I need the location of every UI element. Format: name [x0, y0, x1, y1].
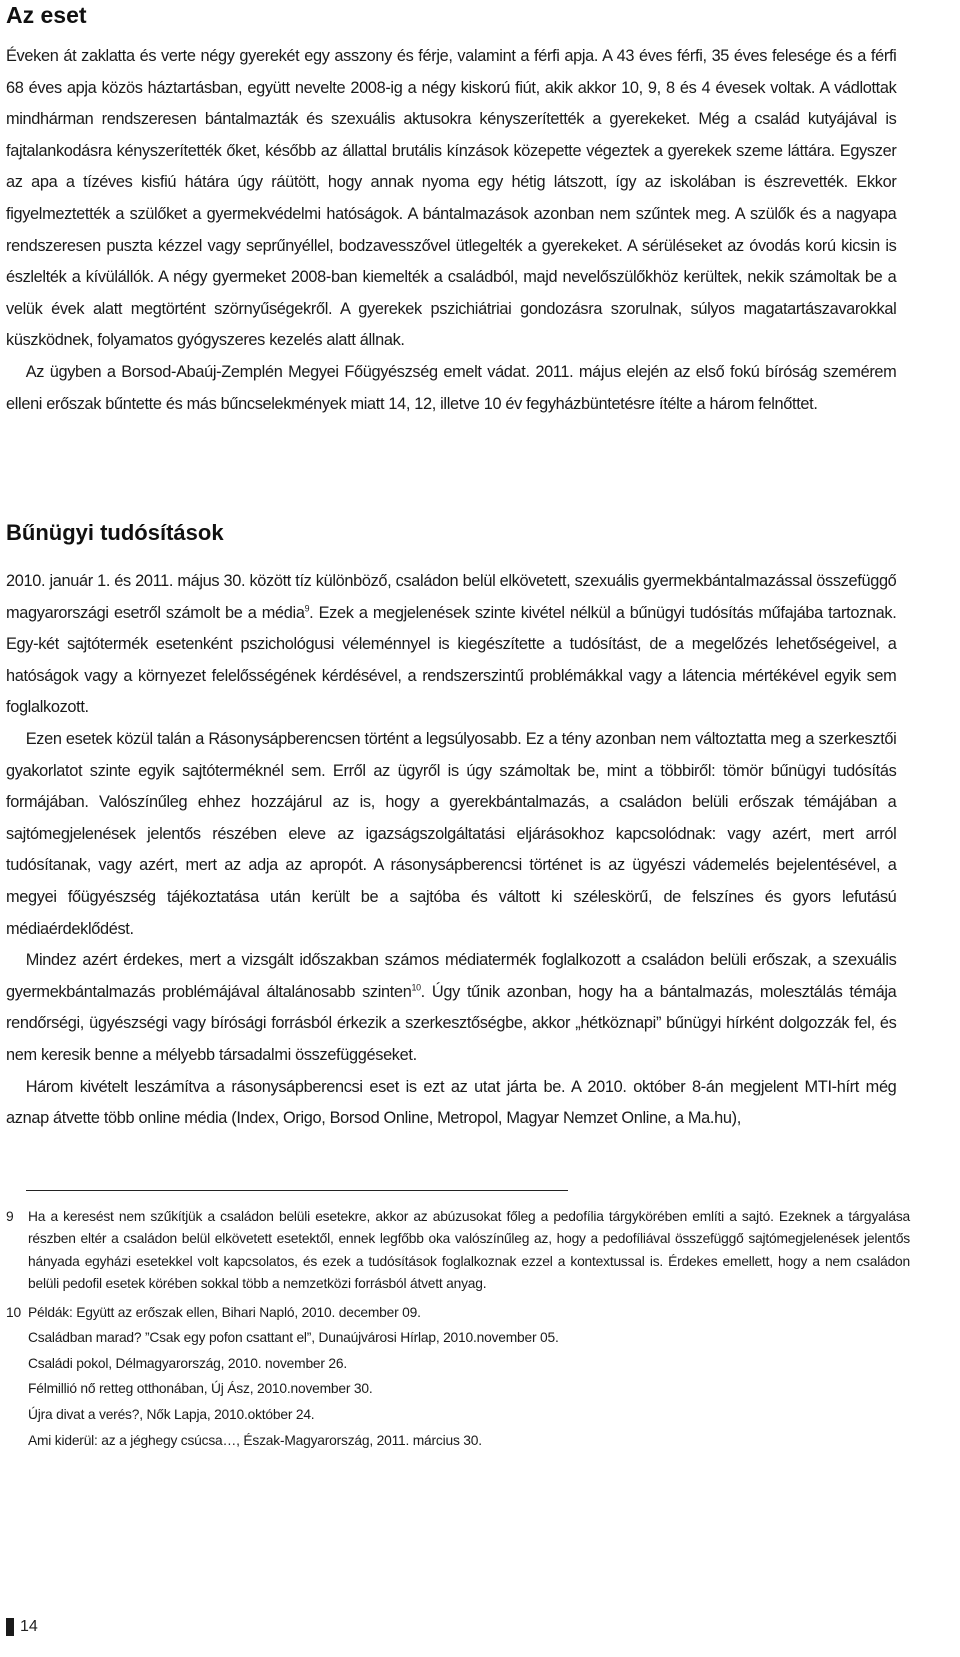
page-marker-block: [6, 1618, 14, 1636]
footnote-line: Példák: Együtt az erőszak ellen, Bihari Napló, 2010. december 09.: [28, 1304, 421, 1320]
section-heading-case: Az eset: [6, 2, 87, 28]
footnote-ref-10[interactable]: 10: [411, 982, 421, 993]
footnote-line: Családi pokol, Délmagyarország, 2010. november 26.: [28, 1355, 348, 1371]
section-heading-crime-reports: Bűnügyi tudósítások: [6, 520, 224, 545]
footnote-10: [6, 1302, 910, 1456]
reports-paragraph-1-text-a: 2010. január 1. és 2011. május 30. között tíz különböző, családon belül elkövetett, szexuális gyermekbántalmazással összefüggő magyarországi esetről számolt be a média: [6, 571, 897, 622]
footnote-number: 10: [6, 1304, 21, 1320]
reports-paragraph-4: Három kivételt leszámítva a rásonysápberencsi eset is ezt az utat járta be. A 2010. október 8-án megjelent MTI-hírt még aznap átvette több online média (Index, Origo, Borsod Online, Metropol, Magyar Nemzet Online, a Ma.hu),: [6, 1076, 897, 1128]
reports-paragraph-3: [6, 944, 896, 1070]
reports-paragraph-1: [6, 565, 896, 723]
footnote-9: [6, 1206, 910, 1296]
reports-paragraph-3-text-a: Mindez azért érdekes, mert a vizsgált időszakban számos médiatermék foglalkozott a családon belüli erőszak, a szexuális gyermekbántalmazás problémájával általánosabb szinten: [6, 950, 897, 1001]
reports-paragraph-2: Ezen esetek közül talán a Rásonysápberencsen történt a legsúlyosabb. Ez a tény azonban nem változtatta meg a szerkesztői gyakorlatot szinte egyik sajtóterméknél sem. Erről az ügyről is úgy számoltak be, mint a többiről: tömör bűnügyi tudósítás formájában. Valószínűleg ehhez hozzájárul az is, hogy a gyerekbántalmazás, a családon belüli erőszak témájában a sajtómegjelenések jelentős részében eleve az igazságszolgáltatási eljárásokhoz kapcsolódnak: vagy azért, mert arról tudósítanak, vagy azért, mert az adja az apropót. A rásonysápberencsi történet is az ügyészi vádemelés bejelentésével, a megyei főügyészség tájékoztatása után került be a sajtóba és váltott ki széleskörű, de felszínes és gyors lefutású médiaérdeklődést.: [6, 728, 897, 938]
case-section-body: [6, 40, 896, 419]
page-number-text: 14: [20, 1618, 38, 1635]
footnote-line: Ami kiderül: az a jéghegy csúcsa…, Észak-Magyarország, 2011. március 30.: [28, 1432, 482, 1448]
footnote-number: 9: [6, 1209, 14, 1224]
reports-paragraph-1-text-b: . Ezek a megjelenések szinte kivétel nélkül a bűnügyi tudósítás műfajába tartoznak. Egy-két sajtótermék esetenként pszichológusi véleménnyel is kiegészítette a tudósítást, de a megelőzés lehetőségeivel, a hatóságok vagy a környezet felelősségének kérdésével, a rendszerszintű problémákkal vagy a látencia mértékével egyik sem foglalkozott.: [6, 602, 897, 717]
page-number: [6, 1618, 38, 1636]
reports-paragraph-3-text-b: . Úgy tűnik azonban, hogy ha a bántalmazás, molesztálás témája rendőrségi, ügyészségi vagy bírósági forrásból érkezik a szerkesztőségbe, akkor „hétköznapi” bűnügyi hírként dolgozzák fel, és nem keresik benne a mélyebb társadalmi összefüggéseket.: [6, 981, 897, 1064]
case-paragraph-1: Éveken át zaklatta és verte négy gyerekét egy asszony és férje, valamint a férfi apja. A 43 éves férfi, 35 éves felesége és a férfi 68 éves apja közös háztartásban, együtt nevelte 2008-ig a négy kiskorú fiút, akik akkor 10, 9, 8 és 4 évesek voltak. A vádlottak mindhárman rendszeresen bántalmazták és szexuális aktusokra kényszerítették a gyerekeket. Még a család kutyájával is fajtalankodásra kényszerítették őket, később az állattal brutális kínzások közepette végeztek a gyerekek szeme láttára. Egyszer az apa a tízéves kisfiú hátára úgy ráütött, hogy annak nyoma egy hétig látszott, így az iskolában is észrevették. Ekkor figyelmeztették a szülőket a gyermekvédelmi hatóságok. A bántalmazások azonban nem szűntek meg. A szülők és a nagyapa rendszeresen puszta kézzel vagy seprűnyéllel, bodzavesszővel ütlegelték a gyerekeket. A sérüléseket az óvodás korú kicsin is észlelték a kívülállók. A négy gyermeket 2008-ban kiemelték a családból, majd nevelőszülőkhöz kerültek, nekik számoltak be a velük évek alatt megtörtént szörnyűségekről. A gyerekek pszichiátriai gondozásra szorulnak, súlyos magatartászavarokkal küszködnek, folyamatos gyógyszeres kezelés alatt állnak.: [6, 46, 897, 350]
footnotes: [6, 1198, 910, 1455]
footnote-line: Családban marad? ”Csak egy pofon csattant el”, Dunaújvárosi Hírlap, 2010.november 05.: [28, 1330, 559, 1346]
footnote-line: Újra divat a verés?, Nők Lapja, 2010.október 24.: [28, 1407, 315, 1422]
footnote-text: Ha a keresést nem szűkítjük a családon belüli esetekre, akkor az abúzusokat főleg a pedofília tárgykörében említi a sajtó. Ezeknek a tárgyalása részben eltér a családon belül elkövetett esetektől, ennek legfőbb oka valószínűleg az, hogy a pedofíliával összefüggő sajtómegjelenések jelentős hányada egyházi esetekkel volt kapcsolatos, és ezek a tudósítások foglalkoznak ezzel a kontextussal is. Érdekes emellett, hogy a nem családon belüli pedofil esetek körében sokkal több a nemzetközi forrásból átvett anyag.: [28, 1209, 910, 1292]
case-paragraph-2: Az ügyben a Borsod-Abaúj-Zemplén Megyei Főügyészség emelt vádat. 2011. május elején az első fokú bíróság szemérem elleni erőszak bűntette és más bűncselekmények miatt 14, 12, illetve 10 év fegyházbüntetésre ítélte a három felnőttet.: [6, 361, 897, 413]
footnote-ref-9[interactable]: 9: [304, 603, 310, 614]
footnote-line: Félmillió nő retteg otthonában, Új Ász, 2010.november 30.: [28, 1381, 373, 1397]
crime-reports-section-body: [6, 565, 896, 1134]
footnote-divider: [26, 1190, 568, 1191]
